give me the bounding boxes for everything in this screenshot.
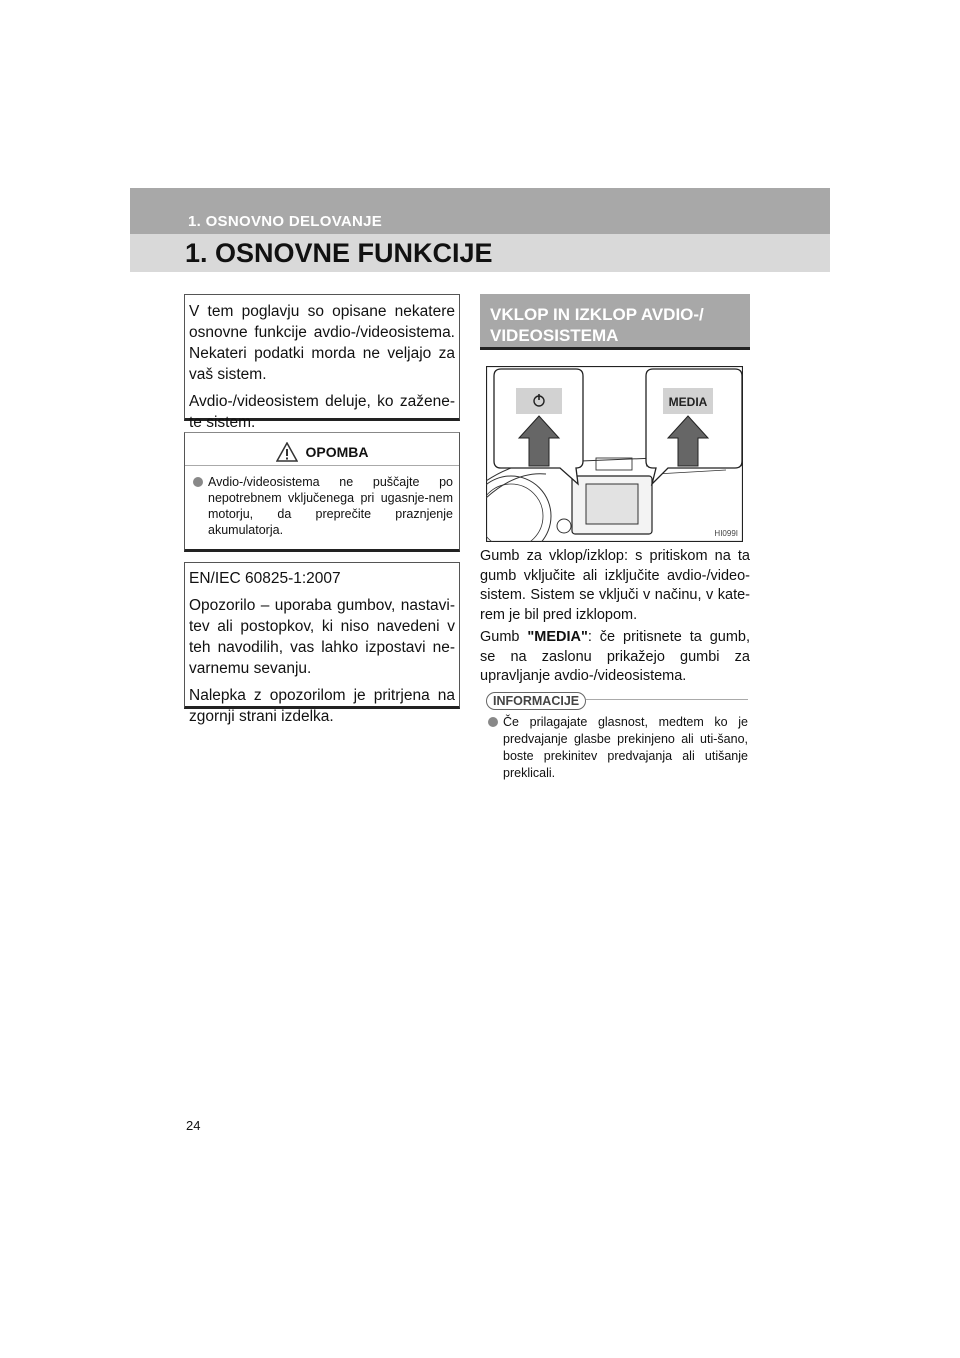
info-label: INFORMACIJE [486,692,586,710]
note-box [184,432,460,552]
intro-paragraph-1: V tem poglavju so opisane nekatere osnovne funkcije avdio-/videosistema. Nekateri podatki morda ne veljajo za vaš sistem. [189,303,455,383]
media-prefix: Gumb [480,629,528,645]
dashboard-illustration [486,366,743,542]
section-title: VKLOP IN IZKLOP AVDIO-/ VIDEOSISTEMA [490,305,704,345]
header-chapter-bar [130,188,830,234]
info-text: Če prilagajate glasnost, medtem ko je predvajanje glasbe prekinjeno ali uti-šano, boste prekinitev predvajanja ali utišanje preklicali. [503,715,748,780]
media-button-label: MEDIA [668,395,708,409]
iec-warning: Opozorilo – uporaba gumbov, nastavi-tev ali postopkov, ki niso navedeni v teh navodilih, vas lahko izpostavi ne-varnemu sevanju. [189,597,455,677]
media-text: : če pritisnete ta gumb, se na zaslonu prikažejo gumbi za upravljanje avdio-/videosistema. [480,629,751,684]
bullet-icon [193,477,203,487]
iec-box [184,562,460,725]
iec-standard: EN/IEC 60825-1:2007 [189,570,341,587]
note-header [185,439,459,466]
info-box [486,692,748,782]
page-number: 24 [186,1118,201,1133]
intro-paragraph-2: Avdio-/videosistem deluje, ko zažene-te sistem. [189,393,455,431]
bullet-icon [488,717,498,727]
intro-box [184,294,460,431]
info-divider [586,699,748,712]
section-header [480,294,750,350]
note-item [193,474,453,538]
header-band [130,188,830,272]
chapter-label: 1. OSNOVNO DELOVANJE [188,213,383,230]
illustration-code: HI099I [714,529,738,538]
note-text: Avdio-/videosistema ne puščajte po nepotrebnem vključenega pri ugasnje-nem motorju, da preprečite praznjenje akumulatorja. [208,475,453,537]
media-name: "MEDIA" [527,629,588,645]
warning-icon [276,442,298,462]
info-item [486,714,748,782]
iec-label-note: Nalepka z opozorilom je pritrjena na zgornji strani izdelka. [189,687,455,725]
note-title: OPOMBA [305,444,369,460]
power-button-description: Gumb za vklop/izklop: s pritiskom na ta gumb vključite ali izključite avdio-/video-sistem. Sistem se vključi v načinu, v kate-rem je bil pred izklopom. [480,548,750,623]
page-title: 1. OSNOVNE FUNKCIJE [185,238,493,268]
media-button-description [480,628,750,687]
section-body [480,547,750,690]
